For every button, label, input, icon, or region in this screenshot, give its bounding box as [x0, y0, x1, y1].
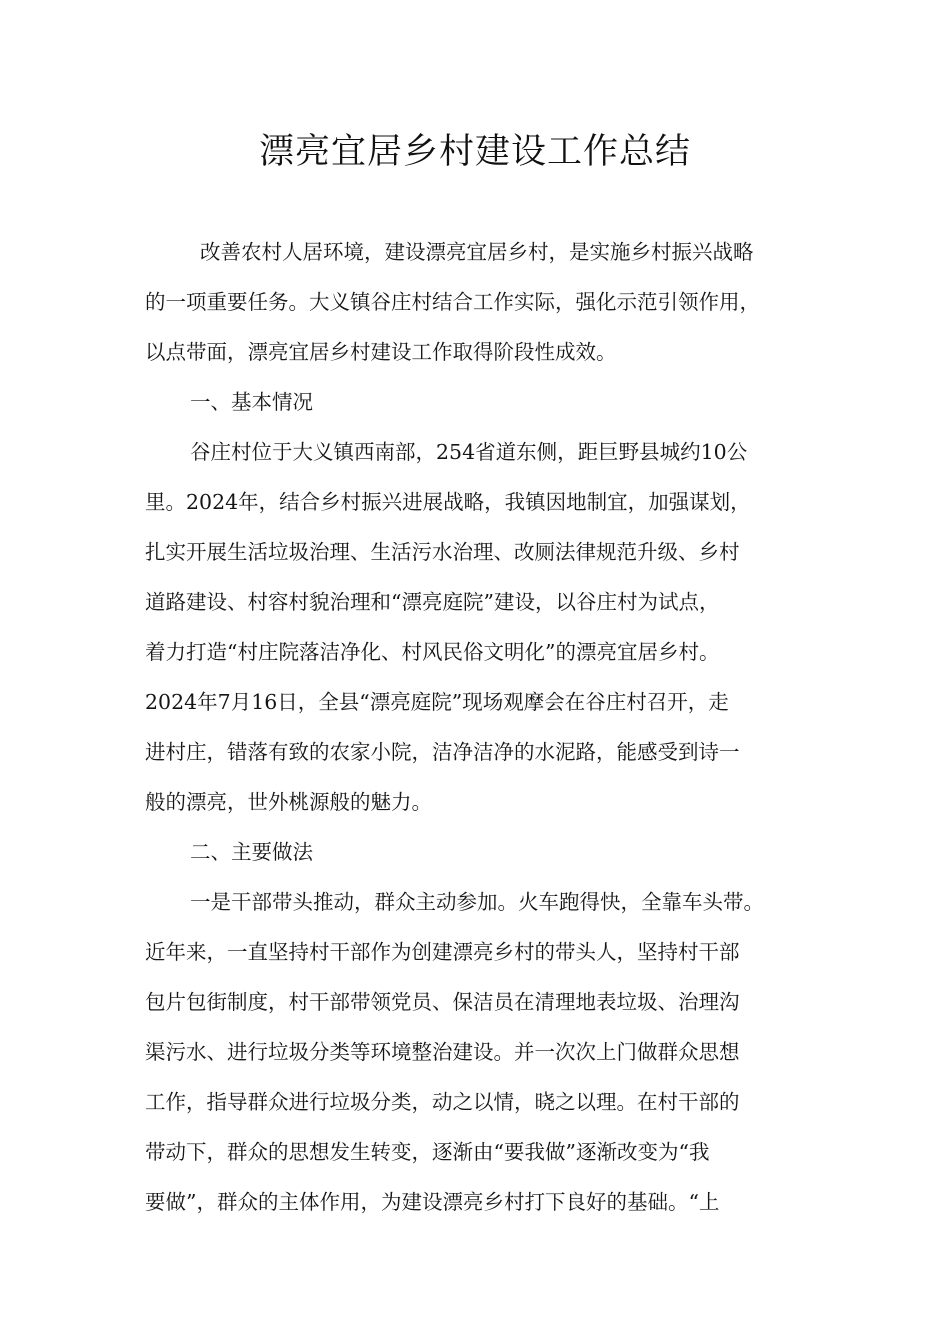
paragraph-basic-line-7: 进村庄，错落有致的农家小院，洁净洁净的水泥路，能感受到诗一: [145, 740, 740, 764]
section-heading-basic-situation: 一、基本情况: [190, 390, 313, 414]
paragraph-practice-line-6: 带动下，群众的思想发生转变，逐渐由“要我做”逐渐改变为“我: [145, 1140, 710, 1164]
paragraph-intro-line-1: 改善农村人居环境，建设漂亮宜居乡村，是实施乡村振兴战略: [200, 240, 754, 264]
paragraph-intro-line-3: 以点带面，漂亮宜居乡村建设工作取得阶段性成效。: [145, 340, 617, 364]
section-heading-main-practices: 二、主要做法: [190, 840, 313, 864]
paragraph-basic-line-1: 谷庄村位于大义镇西南部，254省道东侧，距巨野县城约10公: [190, 440, 748, 464]
paragraph-practice-line-1: 一是干部带头推动，群众主动参加。火车跑得快，全靠车头带。: [190, 890, 764, 914]
paragraph-basic-line-5: 着力打造“村庄院落洁净化、村风民俗文明化”的漂亮宜居乡村。: [145, 640, 720, 664]
paragraph-basic-line-6: 2024年7月16日，全县“漂亮庭院”现场观摩会在谷庄村召开，走: [145, 690, 729, 714]
paragraph-practice-line-2: 近年来，一直坚持村干部作为创建漂亮乡村的带头人，坚持村干部: [145, 940, 740, 964]
paragraph-intro-line-2: 的一项重要任务。大义镇谷庄村结合工作实际，强化示范引领作用，: [145, 290, 760, 314]
document-title: 漂亮宜居乡村建设工作总结: [258, 132, 691, 172]
paragraph-basic-line-3: 扎实开展生活垃圾治理、生活污水治理、改厕法律规范升级、乡村: [145, 540, 740, 564]
paragraph-basic-line-4: 道路建设、村容村貌治理和“漂亮庭院”建设，以谷庄村为试点，: [145, 590, 720, 614]
paragraph-practice-line-7: 要做”，群众的主体作用，为建设漂亮乡村打下良好的基础。“上: [145, 1190, 720, 1214]
paragraph-practice-line-3: 包片包街制度，村干部带领党员、保洁员在清理地表垃圾、治理沟: [145, 990, 740, 1014]
paragraph-basic-line-8: 般的漂亮，世外桃源般的魅力。: [145, 790, 432, 814]
paragraph-basic-line-2: 里。2024年，结合乡村振兴进展战略，我镇因地制宜，加强谋划，: [145, 490, 751, 514]
paragraph-practice-line-4: 渠污水、进行垃圾分类等环境整治建设。并一次次上门做群众思想: [145, 1040, 740, 1064]
paragraph-practice-line-5: 工作，指导群众进行垃圾分类，动之以情，晓之以理。在村干部的: [145, 1090, 740, 1114]
